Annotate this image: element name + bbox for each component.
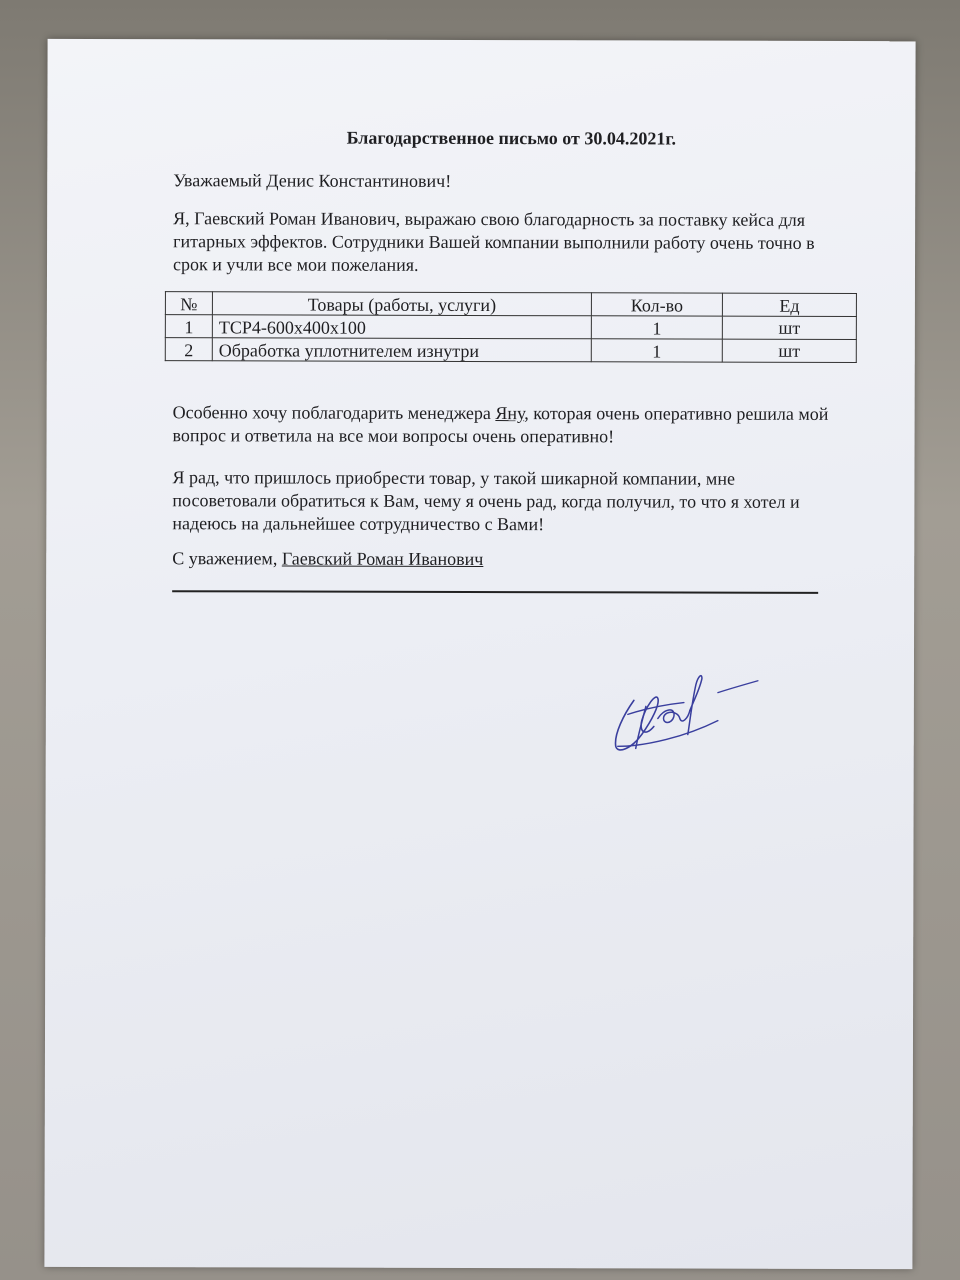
manager-name: Яну (495, 403, 525, 424)
header-name: Товары (работы, услуги) (212, 292, 591, 316)
table-row (165, 338, 856, 363)
row-qty: 1 (591, 316, 722, 339)
row-unit: шт (722, 339, 856, 362)
manager-text-after: , которая очень оперативно решила мой вопрос и ответила на все мои вопросы очень оперативно! (172, 403, 829, 447)
letter-paragraph-manager (173, 401, 833, 449)
manager-text-before: Особенно хочу поблагодарить менеджера (172, 402, 496, 424)
row-unit: шт (722, 316, 856, 339)
header-qty: Кол-во (591, 293, 722, 316)
paper-sheet (44, 39, 915, 1269)
header-unit: Ед (722, 293, 856, 316)
row-num: 2 (165, 338, 212, 361)
signature-line (172, 590, 818, 594)
letter-paragraph-thanks: Я, Гаевский Роман Иванович, выражаю свою благодарность за поставку кейса для гитарных эффектов. Сотрудники Вашей компании выполнили работу очень точно в срок и учли все мои пожелания. (172, 208, 815, 275)
header-num: № (165, 292, 212, 315)
row-name: Обработка уплотнителем изнутри (212, 338, 591, 362)
items-table (165, 291, 857, 363)
row-qty: 1 (591, 339, 722, 362)
row-num: 1 (165, 315, 212, 338)
letter-greeting: Уважаемый Денис Константинович! (173, 170, 452, 191)
letter-paragraph-cooperation: Я рад, что пришлось приобрести товар, у такой шикарной компании, мне посоветовали обратиться к Вам, чему я очень рад, когда получил, то что я хотел и надеюсь на дальнейшее сотрудничество с Вами! (172, 467, 800, 535)
row-name: TCP4-600x400x100 (212, 315, 591, 339)
table-header-row (165, 292, 856, 317)
letter-title: Благодарственное письмо от 30.04.2021г. (346, 127, 677, 149)
letter-document (44, 39, 915, 1269)
handwritten-signature (606, 662, 766, 762)
closing-prefix: С уважением, (172, 548, 282, 569)
table-row (165, 315, 856, 340)
letter-closing (172, 547, 483, 571)
closing-name: Гаевский Роман Иванович (281, 548, 484, 570)
